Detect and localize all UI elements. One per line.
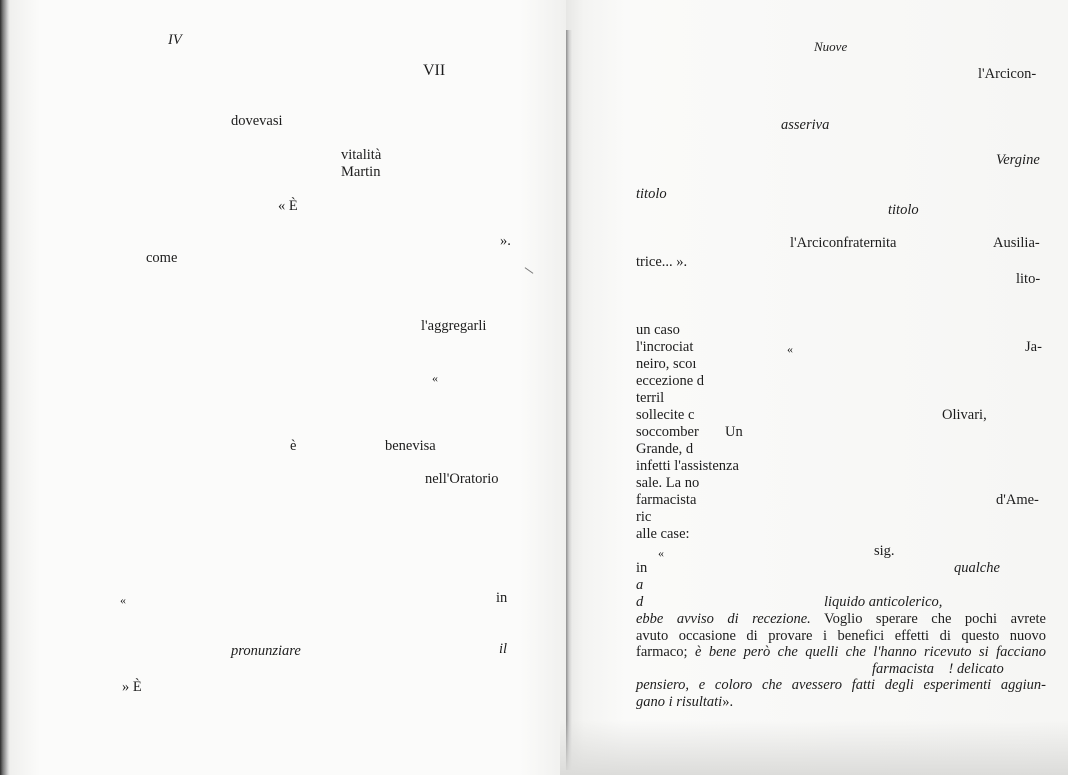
- word-trice: trice... ».: [636, 254, 688, 270]
- para-line-4-farmacista: farmacista: [872, 660, 935, 677]
- word-martin: Martin: [341, 164, 381, 180]
- final-paragraph: [636, 611, 1046, 710]
- book-gutter: [566, 30, 572, 770]
- para-line-4-rest: ! delicato: [948, 660, 1004, 677]
- frag-olivari: Olivari,: [942, 407, 987, 423]
- frag-a: a: [636, 577, 644, 593]
- word-lito: lito-: [1016, 271, 1041, 287]
- para-line-6: [636, 694, 1046, 711]
- word-arcicon: l'Arcicon-: [978, 66, 1037, 82]
- left-running-head: IV: [168, 32, 182, 48]
- margin-mark: [525, 267, 534, 274]
- word-benevisa: benevisa: [385, 438, 436, 454]
- frag-un: Un: [725, 424, 743, 440]
- frag-grande: Grande, d: [636, 441, 694, 457]
- frag-sale: sale. La no: [636, 475, 700, 491]
- word-titolo-2: titolo: [888, 202, 919, 218]
- frag-neiro: neiro, scoı: [636, 356, 697, 372]
- close-quote-e: » È: [122, 679, 142, 695]
- frag-incrociat: l'incrociat: [636, 339, 694, 355]
- para-line-1: [636, 611, 1046, 628]
- frag-alle-case: alle case:: [636, 526, 690, 542]
- open-quote: «: [432, 371, 438, 385]
- word-titolo-1: titolo: [636, 186, 667, 202]
- frag-dame: d'Ame-: [996, 492, 1039, 508]
- frag-un-caso: un caso: [636, 322, 680, 338]
- para-line-4: [636, 661, 1046, 678]
- frag-d: d: [636, 594, 644, 610]
- word-come: come: [146, 250, 178, 266]
- word-dovevasi: dovevasi: [231, 113, 283, 129]
- word-arciconfraternita: l'Arciconfraternita: [790, 235, 897, 251]
- right-running-head: Nuove: [814, 39, 848, 54]
- para-line-1-italic: ebbe avviso di recezione.: [636, 611, 811, 627]
- word-il: il: [499, 641, 508, 657]
- para-line-6-end: ».: [722, 693, 734, 710]
- frag-in: in: [636, 560, 648, 576]
- page-shadow: [560, 720, 1068, 775]
- chapter-number: VII: [423, 62, 446, 79]
- word-in: in: [496, 590, 508, 606]
- book-edge: [0, 0, 10, 775]
- frag-ja: Ja-: [1025, 339, 1042, 355]
- word-vergine: Vergine: [996, 152, 1040, 168]
- word-ausilia: Ausilia-: [993, 235, 1040, 251]
- para-line-6-italic: gano i risultati: [636, 693, 723, 710]
- para-line-3-roman: farmaco;: [636, 644, 688, 660]
- frag-assistenza: infetti l'assistenza: [636, 458, 739, 474]
- word-laggregarli: l'aggregarli: [421, 318, 487, 334]
- frag-sollecite: sollecite c: [636, 407, 695, 423]
- para-line-5: pensiero, e coloro che avessero fatti degli esperimenti aggiun-: [636, 677, 1046, 693]
- para-line-3-italic: è bene però che quelli che l'hanno ricevuto si facciano: [694, 644, 1047, 660]
- frag-farmacista: farmacista: [636, 492, 697, 508]
- word-pronunziare: pronunziare: [231, 643, 301, 659]
- word-oratorio: nell'Oratorio: [425, 471, 499, 487]
- frag-qualche: qualche: [954, 560, 1000, 576]
- para-line-3: [636, 644, 1046, 661]
- frag-sig: sig.: [874, 543, 895, 559]
- open-quote-2: «: [120, 593, 126, 607]
- word-vitalita: vitalità: [341, 147, 382, 163]
- frag-terril: terril: [636, 390, 665, 406]
- word-e: è: [290, 438, 297, 454]
- frag-liquido: liquido anticolerico,: [824, 594, 943, 610]
- word-asseriva: asseriva: [781, 117, 830, 133]
- quote-e: « È: [278, 198, 298, 214]
- frag-quote-mark-2: «: [658, 546, 664, 560]
- para-line-1-rest: Voglio sperare che pochi avrete: [824, 611, 1046, 627]
- frag-soccomber: soccomber: [636, 424, 699, 440]
- close-quote: ».: [500, 233, 511, 249]
- frag-ric: ric: [636, 509, 652, 525]
- frag-quote-mark: «: [787, 342, 793, 356]
- para-line-2: avuto occasione di provare i benefici effetti di questo nuovo: [636, 627, 1046, 644]
- frag-eccezione: eccezione d: [636, 373, 705, 389]
